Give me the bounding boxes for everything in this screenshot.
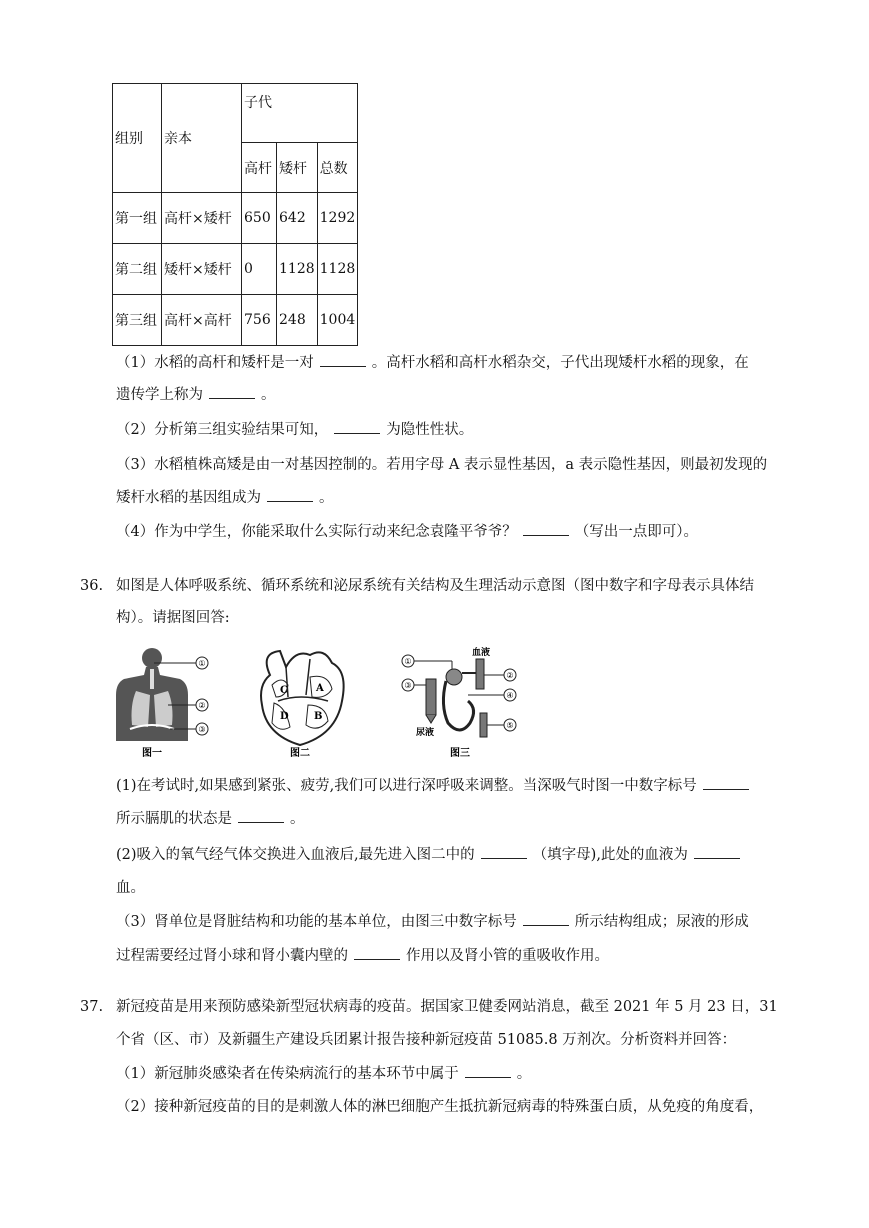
cell-short: 248 [277,295,318,346]
answer-blank[interactable] [465,1065,511,1078]
q35-sub3-line1: （3）水稻植株高矮是由一对基因控制的。若用字母 A 表示显性基因，a 表示隐性基因，则最初发现的 [116,457,768,473]
question-number: 36. [80,578,104,594]
cell-parent: 高杆×矮杆 [162,193,242,244]
cell-group: 第二组 [113,244,162,295]
answer-blank[interactable] [481,846,527,859]
fig3-caption: 图三 [450,748,470,759]
cell-short: 1128 [277,244,318,295]
answer-blank[interactable] [320,354,366,367]
header-short: 矮杆 [277,143,318,193]
header-parent: 亲本 [162,84,242,193]
q37-intro-line1: 新冠疫苗是用来预防感染新型冠状病毒的疫苗。据国家卫健委网站消息，截至 2021 年 5 月 23 日，31 [116,999,778,1015]
fig1-label-3: ③ [198,725,206,734]
q36-sub2-line1: (2)吸入的氧气经气体交换进入血液后,最先进入图二中的 （填字母),此处的血液为 [116,845,746,865]
fig1-label-2: ② [198,701,206,710]
answer-blank[interactable] [694,846,740,859]
q36-intro-line1: 如图是人体呼吸系统、循环系统和泌尿系统有关结构及生理活动示意图（图中数字和字母表示具体结 [116,578,754,594]
header-group: 组别 [113,84,162,193]
figure-3-nephron [402,646,516,759]
q35-sub2: （2）分析第三组实验结果可知， 为隐性性状。 [116,422,474,438]
cell-group: 第三组 [113,295,162,346]
cell-short: 642 [277,193,318,244]
q37-sub2: （2）接种新冠疫苗的目的是刺激人体的淋巴细胞产生抵抗新冠病毒的特殊蛋白质，从免疫的角度看， [116,1099,764,1115]
figure-1-respiratory [116,648,208,759]
fig3-label-1: ① [404,657,412,666]
fig1-caption: 图一 [142,748,162,759]
fig2-label-D: D [280,711,289,722]
q37-intro-line2: 个省（区、市）及新疆生产建设兵团累计报告接种新冠疫苗 51085.8 万剂次。分析资料并回答： [116,1032,737,1048]
fig3-label-2: ② [506,671,514,680]
answer-blank[interactable] [523,523,569,536]
cell-total: 1128 [317,244,358,295]
answer-blank[interactable] [354,947,400,960]
header-total: 总数 [317,143,358,193]
q35-sub1-line2: 遗传学上称为 。 [116,387,276,403]
table-row [113,244,358,295]
fig3-label-urine: 尿液 [416,728,435,738]
answer-blank[interactable] [209,386,255,399]
fig2-label-B: B [314,711,323,722]
fig3-label-4: ④ [506,691,514,700]
q36-sub1-line2: 所示膈肌的状态是 。 [116,811,305,827]
figure-2-heart [261,651,344,759]
q35-sub4: （4）作为中学生，你能采取什么实际行动来纪念袁隆平爷爷？ （写出一点即可）。 [116,524,698,540]
fig2-label-A: A [316,683,324,694]
fig2-caption: 图二 [290,748,310,759]
q36-sub2-line2: 血。 [116,880,145,896]
q36-sub3-line2: 过程需要经过肾小球和肾小囊内壁的 作用以及肾小管的重吸收作用。 [116,948,609,964]
table-row [113,295,358,346]
answer-blank[interactable] [334,421,380,434]
question-number: 37. [80,999,104,1015]
header-offspring: 子代 [242,84,358,143]
q35-sub3-line2: 矮杆水稻的基因组成为 。 [116,490,334,506]
cell-total: 1292 [317,193,358,244]
cell-tall: 756 [242,295,277,346]
cell-group: 第一组 [113,193,162,244]
cell-parent: 矮杆×矮杆 [162,244,242,295]
cell-tall: 0 [242,244,277,295]
header-tall: 高杆 [242,143,277,193]
q37-sub1: （1）新冠肺炎感染者在传染病流行的基本环节中属于 。 [116,1066,532,1082]
q36-intro-line2: 构）。请据图回答: [116,610,230,626]
cell-tall: 650 [242,193,277,244]
cell-parent: 高杆×高杆 [162,295,242,346]
answer-blank[interactable] [703,777,749,790]
table-row [113,193,358,244]
q35-sub1-line1: （1）水稻的高杆和矮杆是一对 。高杆水稻和高杆水稻杂交，子代出现矮杆水稻的现象，在 [116,355,749,371]
q36-sub3-line1: （3）肾单位是肾脏结构和功能的基本单位，由图三中数字标号 所示结构组成；尿液的形成 [116,914,749,930]
fig3-label-5: ⑤ [506,721,514,730]
fig1-label-1: ① [198,659,206,668]
answer-blank[interactable] [238,810,284,823]
answer-blank[interactable] [267,489,313,502]
fig3-label-3: ③ [404,681,412,690]
fig3-label-blood: 血液 [472,648,491,658]
genetics-table [112,83,358,346]
cell-total: 1004 [317,295,358,346]
q36-sub1-line1: (1)在考试时,如果感到紧张、疲劳,我们可以进行深呼吸来调整。当深吸气时图一中数字标号 [116,776,755,796]
q36-figures [110,645,530,760]
answer-blank[interactable] [523,913,569,926]
fig2-label-C: C [280,685,288,696]
